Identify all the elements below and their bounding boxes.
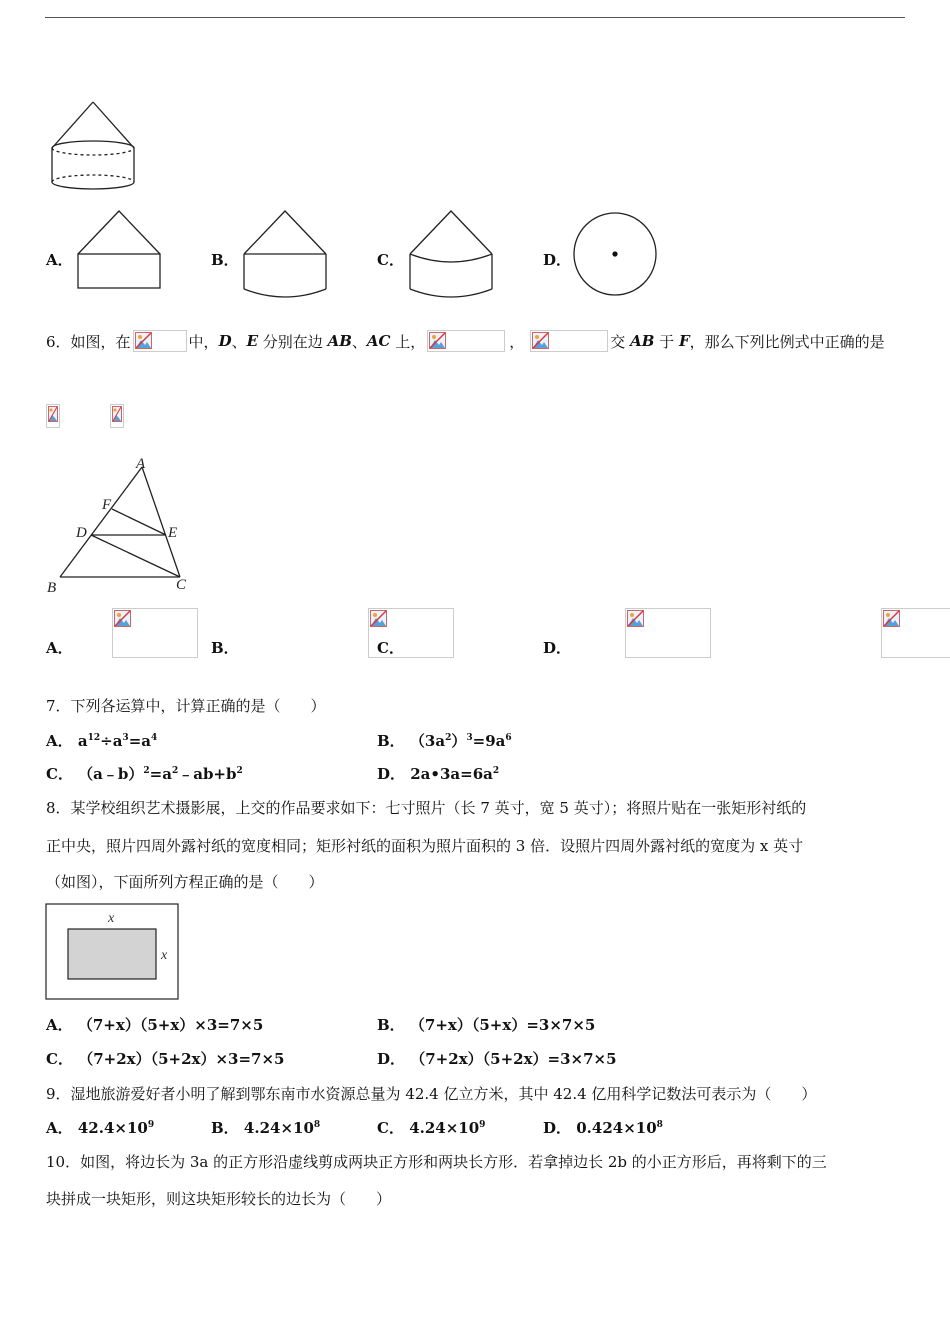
q6-option-a-image[interactable] — [112, 608, 198, 658]
q6-option-d-label: D． — [543, 639, 572, 657]
triangle-abc-image — [133, 330, 187, 352]
q6-option-c-label: C． — [377, 639, 404, 657]
q8-option-d[interactable] — [377, 1048, 617, 1069]
q7-option-b[interactable]: B． $(3a^2)^3=9a^6$ — [377, 732, 512, 750]
q5-option-b-label: B． — [211, 251, 239, 269]
vertex-f-label: F — [102, 497, 112, 513]
broken-image-icon — [112, 406, 122, 422]
q7-option-a-label: A． — [46, 732, 73, 750]
q9-option-a-exp: 9 — [147, 1120, 155, 1130]
q8-option-d-label: D． — [377, 1050, 406, 1068]
q6-text: 、 — [351, 332, 367, 351]
q5-option-a-figure[interactable] — [74, 207, 164, 293]
q9-option-b-exp: 8 — [313, 1120, 321, 1130]
photo-mat-figure — [45, 903, 181, 1001]
header-rule — [45, 17, 905, 18]
q9-option-b-label: B． — [211, 1119, 239, 1137]
q6-text: 于 — [654, 332, 679, 351]
inline-image-small-1 — [46, 404, 60, 428]
broken-image-icon — [48, 406, 58, 422]
q8-option-b-label: B． — [377, 1016, 405, 1034]
q6-option-b-label: B． — [211, 639, 239, 657]
q6-text: 、 — [231, 332, 247, 351]
q9-option-a[interactable] — [46, 1117, 154, 1138]
q5-option-a-label: A． — [46, 251, 73, 269]
q8-stem-line-1: 8．某学校组织艺术摄影展，上交的作品要求如下：七寸照片（长 7 英寸，宽 5 英寸）；将照片贴在一张矩形衬纸的 — [46, 799, 807, 817]
q6-var-d: D — [218, 332, 232, 350]
vertex-b-label: B — [47, 580, 57, 595]
q6-stem-start: 6．如图，在 — [46, 332, 131, 351]
q9-option-d-label: D． — [543, 1119, 572, 1137]
q9-option-b-base: 4.24×10 — [243, 1119, 314, 1137]
q8-option-c[interactable] — [46, 1048, 284, 1069]
q5-option-c-figure[interactable] — [406, 207, 496, 301]
vertex-e-label: E — [168, 525, 178, 541]
mat-width-label-right: x — [161, 948, 168, 963]
q10-stem-line-2: 块拼成一块矩形，则这块矩形较长的边长为（ ） — [46, 1190, 392, 1208]
q7-option-b-label: B． — [377, 732, 405, 750]
broken-image-icon — [370, 610, 387, 627]
q8-stem-line-2: 正中央，照片四周外露衬纸的宽度相同；矩形衬纸的面积为照片面积的 3 倍．设照片四周外露衬纸的宽度为 x 英寸 — [46, 837, 804, 855]
q5-option-c-label: C． — [377, 251, 404, 269]
q8-option-a-text: （7+x）（5+x）×3=7×5 — [77, 1016, 264, 1034]
q6-var-ac: AC — [366, 332, 391, 350]
broken-image-icon — [429, 332, 446, 349]
cone-cylinder-figure — [46, 98, 146, 194]
q5-option-b-figure[interactable] — [240, 207, 330, 301]
q9-option-c-base: 4.24×10 — [409, 1119, 480, 1137]
q7-option-d[interactable]: D． $2a•3a=6a^2$ — [377, 765, 500, 783]
q9-option-a-base: 42.4×10 — [77, 1119, 148, 1137]
broken-image-icon — [135, 332, 152, 349]
condition-image-2 — [530, 330, 608, 352]
q9-option-d-base: 0.424×10 — [576, 1119, 657, 1137]
q6-var-f: F — [678, 332, 690, 350]
q9-option-d-exp: 8 — [656, 1120, 663, 1130]
q10-stem-line-1: 10．如图，将边长为 3a 的正方形沿虚线剪成两块正方形和两块长方形．若拿掉边长 2b 的小正方形后，再将剩下的三 — [46, 1153, 827, 1171]
q7-option-a[interactable]: A． $a^{12}\div a^3=a^4$ — [46, 732, 158, 750]
q6-text: 上， — [390, 332, 426, 351]
q6-var-ab: AB — [327, 332, 352, 350]
q9-option-b[interactable] — [211, 1117, 320, 1138]
q5-option-d-label: D． — [543, 251, 572, 269]
triangle-figure — [44, 455, 194, 595]
q6-option-c-image[interactable] — [625, 608, 711, 658]
vertex-d-label: D — [76, 525, 87, 541]
mat-width-label-top: x — [108, 911, 115, 926]
q6-text: ，那么下列比例式中正确的是 — [689, 332, 885, 351]
q6-text: 中， — [188, 332, 219, 351]
q9-option-c-label: C． — [377, 1119, 404, 1137]
q6-option-a-label: A． — [46, 639, 73, 657]
q8-option-d-text: （7+2x）（5+2x）=3×7×5 — [410, 1050, 617, 1068]
q7-option-c-label: C． — [46, 765, 73, 783]
vertex-a-label: A — [136, 456, 146, 472]
condition-image-1 — [427, 330, 505, 352]
broken-image-icon — [114, 610, 131, 627]
q9-stem: 9．湿地旅游爱好者小明了解到鄂东南市水资源总量为 42.4 亿立方米，其中 42.4 亿用科学记数法可表示为（ ） — [46, 1085, 817, 1103]
q9-option-c-exp: 9 — [479, 1120, 486, 1130]
broken-image-icon — [883, 610, 900, 627]
q8-option-b-text: （7+x）（5+x）=3×7×5 — [409, 1016, 596, 1034]
q6-option-d-image[interactable] — [881, 608, 950, 658]
q6-text: 交 — [610, 332, 631, 351]
q6-var-ab: AB — [630, 332, 655, 350]
q6-stem — [46, 330, 885, 352]
broken-image-icon — [627, 610, 644, 627]
q7-option-d-label: D． — [377, 765, 406, 783]
q6-text: 分别在边 — [258, 332, 328, 351]
q8-option-b[interactable] — [377, 1014, 595, 1035]
q9-option-c[interactable] — [377, 1117, 485, 1138]
vertex-c-label: C — [176, 577, 187, 593]
broken-image-icon — [532, 332, 549, 349]
q8-stem-line-3: （如图），下面所列方程正确的是（ ） — [46, 873, 324, 891]
q6-var-e: E — [246, 332, 259, 350]
q7-option-c[interactable]: C． $(a﹣b)^2=a^2﹣ab+b^2$ — [46, 765, 243, 783]
q9-option-d[interactable] — [543, 1117, 663, 1138]
q9-option-a-label: A． — [46, 1119, 73, 1137]
q8-option-c-text: （7+2x）（5+2x）×3=7×5 — [78, 1050, 285, 1068]
q7-stem: 7．下列各运算中，计算正确的是（ ） — [46, 697, 326, 715]
q6-text: ， — [509, 332, 525, 351]
q5-option-d-figure[interactable] — [571, 211, 661, 301]
q8-option-a-label: A． — [46, 1016, 73, 1034]
q8-option-c-label: C． — [46, 1050, 73, 1068]
q8-option-a[interactable] — [46, 1014, 263, 1035]
inline-image-small-2 — [110, 404, 124, 428]
